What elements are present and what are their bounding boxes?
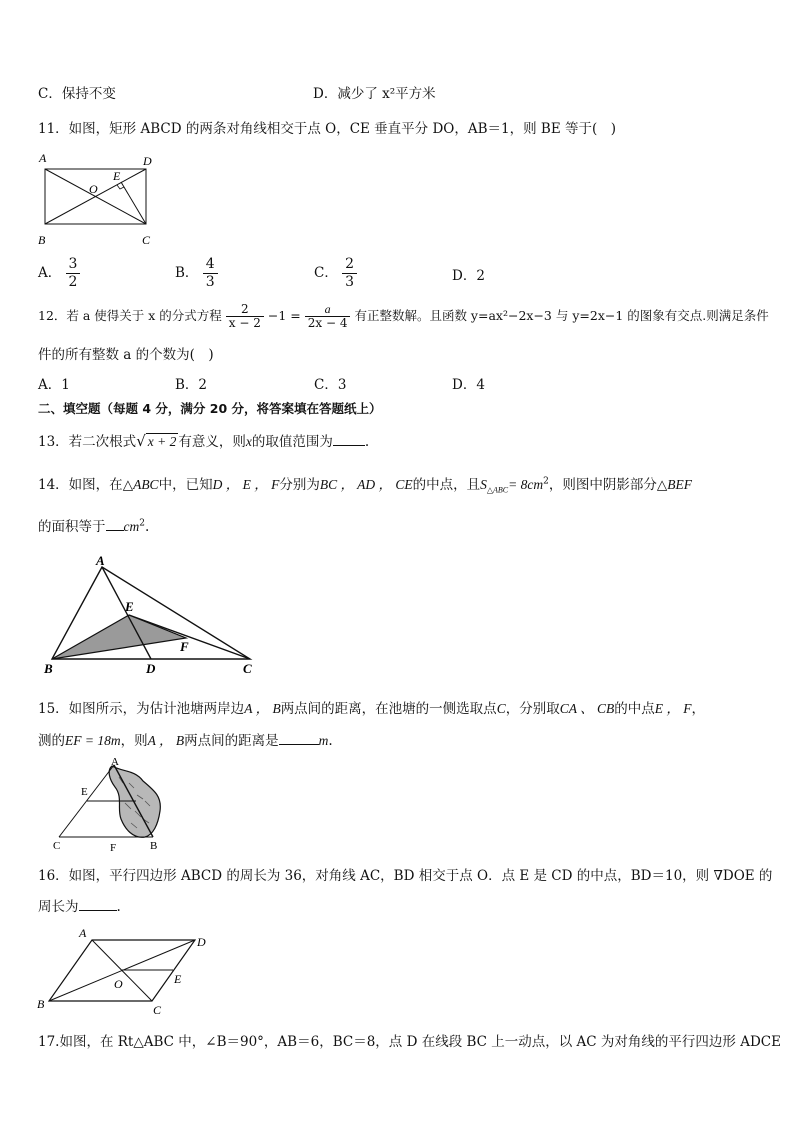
q16-line2: 周长为 . <box>38 899 121 915</box>
q11-label-c: C <box>142 233 151 247</box>
q11-stem: 11．如图，矩形 ABCD 的两条对角线相交于点 O，CE 垂直平分 DO，AB＝1，则 BE 等于( ) <box>38 121 617 137</box>
q12-line2: 件的所有整数 a 的个数为( ) <box>38 347 214 363</box>
section-2-heading: 二、填空题（每题 4 分，满分 20 分，将答案填在答题纸上） <box>38 401 382 416</box>
q12-option-d: D．4 <box>452 377 485 393</box>
q14-line2: 的面积等于 $cm^2$. <box>38 518 150 535</box>
q14-label-e: E <box>125 599 134 614</box>
q11-option-c: C． $\frac{2}{3}$ <box>314 256 357 291</box>
q16-line1: 16．如图，平行四边形 ABCD 的周长为 36，对角线 AC，BD 相交于点 O．点 E 是 CD 的中点，BD＝10，则 ∇DOE 的 <box>38 868 773 884</box>
q10-option-c: C．保持不变 <box>38 86 116 102</box>
q17-line1: 17.如图，在 Rt△ABC 中，∠B＝90°，AB＝6，BC＝8，点 D 在线段 BC 上一动点，以 AC 为对角线的平行四边形 ADCE <box>38 1034 781 1050</box>
q13-blank[interactable] <box>333 445 365 446</box>
q15-line2: 测的EF = 18m，则A ， B两点间的距离是 m. <box>38 733 333 749</box>
q10-option-d: D．减少了 x²平方米 <box>313 86 436 102</box>
q13: 13．若二次根式√ x + 2 有意义，则x的取值范围为 . <box>38 432 370 450</box>
q14-label-a: A <box>96 555 105 568</box>
q11-option-a: A． $\frac{3}{2}$ <box>38 256 80 291</box>
q15-line1: 15．如图所示，为估计池塘两岸边A ， B两点间的距离，在池塘的一侧选取点C，分别取CA 、 CB的中点E ， F， <box>38 701 705 717</box>
q11-option-b: B． $\frac{4}{3}$ <box>175 256 218 291</box>
q14-label-b: B <box>44 661 53 676</box>
q11-label-e: E <box>113 169 121 183</box>
q12-option-b: B．2 <box>175 377 208 393</box>
q11-figure <box>34 150 164 250</box>
q11-label-b: B <box>38 233 46 247</box>
q16-label-c: C <box>153 1003 162 1014</box>
q15-label-f: F <box>110 842 117 854</box>
q11-label-o: O <box>89 182 98 196</box>
q11-label-d: D <box>143 154 152 168</box>
q15-label-e: E <box>81 786 88 798</box>
q12-line1: 12．若 a 使得关于 x 的分式方程 $\frac{2}{x - 2}$ −1 = $\frac{a}{2x - 4}$ 有正整数解。且函数 y=ax²−2x−3 与 y=2x−1 的图象有交点.则满足条件 <box>38 302 769 330</box>
q15-blank[interactable] <box>279 744 319 745</box>
q16-label-d: D <box>197 935 206 949</box>
q15-label-a: A <box>111 756 119 768</box>
q14-label-c: C <box>243 661 252 676</box>
q14-blank[interactable] <box>106 530 124 531</box>
q12-option-a: A．1 <box>38 377 70 393</box>
sqrt-icon: √ <box>136 432 146 450</box>
q11-label-a: A <box>39 151 47 165</box>
q15-label-c: C <box>53 840 61 852</box>
q16-label-a: A <box>79 926 87 940</box>
q15-figure <box>45 755 170 855</box>
q12-option-c: C．3 <box>314 377 347 393</box>
q15-label-b: B <box>150 840 158 852</box>
q11-option-d: D．2 <box>452 268 485 284</box>
q16-label-b: B <box>37 997 45 1011</box>
q14-figure <box>40 555 265 680</box>
q14-line1: 14．如图，在△ABC中，已知D ， E ， F分别为BC ， AD ， CE的中点，且$S_{\triangle ABC}= 8cm^2$，则图中阴影部分△BEF <box>38 476 692 495</box>
q16-label-o: O <box>114 977 123 991</box>
q14-label-d: D <box>146 661 156 676</box>
q16-label-e: E <box>174 972 182 986</box>
q16-figure <box>34 922 214 1014</box>
q16-blank[interactable] <box>79 910 117 911</box>
q14-label-f: F <box>180 639 189 654</box>
